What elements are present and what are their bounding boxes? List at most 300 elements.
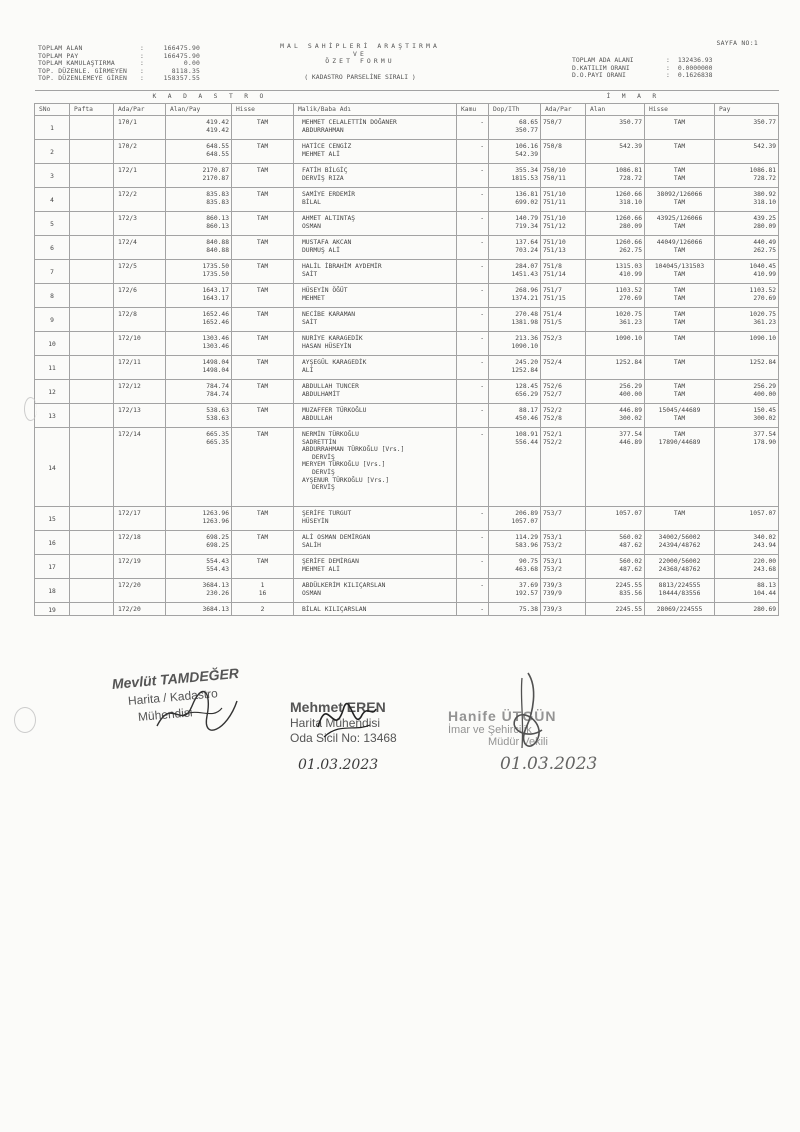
- cell-imar-ada-par-line: 752/2: [543, 407, 562, 414]
- cell-malik: [294, 555, 457, 579]
- cell-imar-alan-line: 318.10: [619, 198, 643, 206]
- cell-imar-ada-par-line: 752/4: [543, 359, 562, 366]
- cell-ada-par: 172/19: [114, 555, 166, 579]
- cell-dop-ith-line: 106.16: [515, 143, 539, 150]
- table-row: [35, 116, 779, 140]
- cell-alan-pay: [166, 284, 232, 308]
- cell-imar-hisse-line: TAM: [673, 167, 686, 174]
- cell-pafta: [70, 260, 114, 284]
- summary-value: 166475.90: [163, 44, 201, 52]
- cell-imar-ada-par-line: 751/10: [543, 239, 566, 246]
- cell-ada-par: 172/10: [114, 332, 166, 356]
- cell-pay: [715, 308, 779, 332]
- punch-hole-mark: [14, 707, 36, 733]
- table-row: [35, 579, 779, 603]
- table-row: [35, 356, 779, 380]
- cell-pafta: [70, 579, 114, 603]
- cell-malik-line: MERYEM TÜRKOĞLU [Vrs.]: [302, 461, 386, 469]
- cell-imar-alan-line: 350.77: [619, 119, 643, 126]
- cell-hisse-line: TAM: [256, 167, 269, 174]
- cell-imar-hisse-line: TAM: [673, 414, 686, 422]
- cell-alan-pay: [166, 555, 232, 579]
- cell-malik-line: ABDURRAHMAN: [302, 126, 344, 134]
- cell-malik: [294, 531, 457, 555]
- cell-malik-line: ABDURRAHMAN TÜRKOĞLU [Vrs.]: [302, 446, 405, 454]
- cell-pay-line: 256.29: [753, 383, 777, 390]
- cell-imar-ada-par-line: 753/2: [543, 565, 562, 573]
- cell-dop-ith: [489, 356, 541, 380]
- cell-malik-line: SADRETTİN: [302, 438, 337, 446]
- cell-alan-pay-line: 860.13: [206, 215, 229, 222]
- cell-sno: 16: [35, 531, 70, 555]
- cell-alan-pay-line: 2170.87: [202, 174, 229, 182]
- cell-dop-ith-line: 1090.10: [511, 342, 539, 350]
- table-row: [35, 284, 779, 308]
- cell-kamu: -: [457, 603, 489, 616]
- cell-imar-hisse-line: TAM: [673, 198, 686, 206]
- cell-imar-alan-line: 728.72: [619, 174, 643, 182]
- cell-pafta: [70, 380, 114, 404]
- cell-sno: 11: [35, 356, 70, 380]
- signer-2-name: Mehmet EREN: [290, 699, 386, 715]
- cell-imar-alan-line: 446.89: [619, 407, 643, 414]
- cell-pafta: [70, 404, 114, 428]
- cell-malik: [294, 603, 457, 616]
- cell-sno: 13: [35, 404, 70, 428]
- cell-pay-line: 1040.45: [749, 263, 777, 270]
- cell-kamu: -: [457, 356, 489, 380]
- cell-imar-ada-par-line: 752/6: [543, 383, 562, 390]
- cell-ada-par: 172/11: [114, 356, 166, 380]
- cell-imar-alan-line: 377.54: [619, 431, 643, 438]
- cell-malik: [294, 284, 457, 308]
- cell-imar-hisse-line: TAM: [673, 174, 686, 182]
- cell-ada-par: 172/8: [114, 308, 166, 332]
- page-number: SAYFA NO:1: [716, 39, 758, 47]
- cell-dop-ith-line: 1815.53: [511, 174, 539, 182]
- form-title: [250, 42, 470, 82]
- section-kadastro: KADASTRO: [35, 91, 294, 104]
- cell-sno: 17: [35, 555, 70, 579]
- cell-kamu: -: [457, 507, 489, 531]
- cell-malik-line: MEHMET: [302, 294, 325, 302]
- cell-pay: [715, 164, 779, 188]
- cell-dop-ith-line: 114.29: [515, 534, 539, 541]
- cell-alan-pay-line: 784.74: [206, 390, 229, 398]
- cell-alan-pay-line: 648.55: [206, 143, 229, 150]
- signer-3-date: 01.03.2023: [500, 754, 598, 774]
- cell-sno: 3: [35, 164, 70, 188]
- cell-imar-ada-par: [541, 308, 586, 332]
- cell-imar-alan: [586, 380, 645, 404]
- cell-malik-line: ŞERİFE DEMİRGAN: [302, 558, 359, 565]
- cell-dop-ith: [489, 308, 541, 332]
- cell-kamu: -: [457, 236, 489, 260]
- cell-imar-alan: [586, 356, 645, 380]
- table-row: [35, 140, 779, 164]
- cell-imar-ada-par-line: 751/4: [543, 311, 562, 318]
- cell-imar-ada-par: [541, 579, 586, 603]
- cell-sno: 18: [35, 579, 70, 603]
- cell-hisse-line: TAM: [256, 558, 269, 565]
- cell-dop-ith: [489, 188, 541, 212]
- summary-separator: :: [666, 71, 670, 80]
- cell-pay: [715, 236, 779, 260]
- cell-hisse: [232, 140, 294, 164]
- cell-malik: [294, 507, 457, 531]
- cell-imar-ada-par-line: 751/12: [543, 222, 566, 230]
- cell-imar-hisse: [645, 356, 715, 380]
- cell-imar-ada-par: [541, 212, 586, 236]
- cell-alan-pay: [166, 164, 232, 188]
- cell-imar-hisse-line: 22000/56002: [658, 558, 701, 565]
- cell-hisse-line: TAM: [256, 263, 269, 270]
- cell-imar-hisse-line: TAM: [673, 383, 686, 390]
- cell-sno: 15: [35, 507, 70, 531]
- cell-pay-line: 1103.52: [749, 287, 777, 294]
- cell-imar-hisse: [645, 428, 715, 507]
- cell-pafta: [70, 308, 114, 332]
- cell-alan-pay-line: 840.88: [206, 239, 229, 246]
- cell-pay-line: 300.02: [753, 414, 777, 422]
- cell-alan-pay-line: 860.13: [206, 222, 229, 230]
- cell-pay-line: 1252.84: [749, 359, 777, 366]
- cell-pay: [715, 260, 779, 284]
- cell-malik-line: DURMUŞ ALİ: [302, 246, 340, 254]
- cell-imar-ada-par-line: 739/3: [543, 582, 562, 589]
- cell-sno: 10: [35, 332, 70, 356]
- cell-imar-hisse: [645, 531, 715, 555]
- cell-dop-ith-line: 136.81: [515, 191, 539, 198]
- cell-hisse-line: TAM: [256, 534, 269, 541]
- cell-kamu: -: [457, 212, 489, 236]
- cell-hisse-line: 1: [260, 582, 265, 589]
- cell-malik-line: AYŞEGÜL KARAGEDİK: [302, 359, 367, 366]
- cell-imar-ada-par: [541, 380, 586, 404]
- cell-pafta: [70, 507, 114, 531]
- cell-malik: [294, 116, 457, 140]
- cell-kamu: -: [457, 188, 489, 212]
- table-row: [35, 164, 779, 188]
- cell-pay-line: 340.02: [753, 534, 777, 541]
- cell-alan-pay: [166, 404, 232, 428]
- summary-separator: :: [140, 51, 145, 60]
- signer-3-name: Hanife ÜTGÜN: [448, 708, 557, 724]
- cell-dop-ith: [489, 507, 541, 531]
- cell-malik-line: HÜSEYİN ÖĞÜT: [302, 287, 348, 294]
- signer-2-date: 01.03.2023: [298, 757, 379, 773]
- summary-label: TOPLAM ALAN: [38, 44, 83, 52]
- cell-pay: [715, 212, 779, 236]
- cell-malik-line: MEHMET CELALETTİN DOĞANER: [302, 119, 397, 126]
- cell-pay: [715, 380, 779, 404]
- cell-dop-ith-line: 37.69: [519, 582, 539, 589]
- cell-imar-alan-line: 1260.66: [615, 191, 643, 198]
- cell-hisse: [232, 555, 294, 579]
- signer-1-title-2: Mühendisi: [137, 705, 194, 724]
- cell-alan-pay-line: 1735.50: [202, 263, 229, 270]
- cell-alan-pay-line: 3684.13: [202, 582, 229, 589]
- cell-malik-line: AYŞENUR TÜRKOĞLU [Vrs.]: [302, 476, 390, 484]
- cell-hisse: [232, 404, 294, 428]
- cell-malik-line: MEHMET ALİ: [302, 565, 340, 573]
- cell-sno: 19: [35, 603, 70, 616]
- cell-hisse-line: TAM: [256, 287, 269, 294]
- cell-pay-line: 361.23: [753, 318, 777, 326]
- cell-imar-ada-par: [541, 116, 586, 140]
- cell-imar-ada-par-line: 751/8: [543, 263, 562, 270]
- cell-pay: [715, 116, 779, 140]
- cell-dop-ith: [489, 428, 541, 507]
- column-header: Ada/Par: [114, 104, 166, 116]
- cell-imar-ada-par: [541, 164, 586, 188]
- cell-sno: 7: [35, 260, 70, 284]
- cell-malik: [294, 308, 457, 332]
- summary-label: TOPLAM ADA ALANI: [572, 55, 634, 64]
- cell-sno: 14: [35, 428, 70, 507]
- cell-imar-hisse-line: 34002/56002: [658, 534, 701, 541]
- cell-pay-line: 542.39: [753, 143, 777, 150]
- cell-sno: 12: [35, 380, 70, 404]
- cell-dop-ith-line: 656.29: [515, 390, 539, 398]
- cell-imar-hisse: [645, 579, 715, 603]
- cell-imar-alan-line: 560.02: [619, 558, 643, 565]
- cell-malik-line: FATİH BİLGİÇ: [302, 167, 348, 174]
- cell-imar-ada-par: [541, 507, 586, 531]
- cell-dop-ith-line: 284.07: [515, 263, 539, 270]
- cell-pay-line: 280.69: [753, 606, 777, 613]
- cell-imar-alan-line: 560.02: [619, 534, 643, 541]
- cell-malik: [294, 260, 457, 284]
- cell-alan-pay: [166, 116, 232, 140]
- cell-malik: [294, 140, 457, 164]
- handwritten-signature-1: [152, 686, 242, 736]
- cell-dop-ith: [489, 332, 541, 356]
- cell-imar-hisse: [645, 260, 715, 284]
- signer-1-name: Mevlüt TAMDEĞER: [111, 664, 240, 692]
- summary-totals-right: [572, 40, 758, 80]
- cell-imar-ada-par-line: 753/1: [543, 534, 562, 541]
- cell-imar-ada-par: [541, 428, 586, 507]
- cell-pay-line: 243.94: [753, 541, 777, 549]
- cell-dop-ith: [489, 140, 541, 164]
- cell-imar-ada-par-line: 751/5: [543, 318, 562, 326]
- column-header: Pay: [715, 104, 779, 116]
- cell-kamu: -: [457, 531, 489, 555]
- cell-imar-hisse-line: 15045/44689: [658, 407, 701, 414]
- cell-alan-pay-line: 554.43: [206, 558, 229, 565]
- cell-ada-par: 170/2: [114, 140, 166, 164]
- cell-hisse: [232, 116, 294, 140]
- summary-separator: :: [140, 59, 145, 68]
- cell-imar-alan-line: 487.62: [619, 565, 643, 573]
- title-line-3: ÖZET FORMU: [325, 56, 395, 65]
- cell-kamu: -: [457, 380, 489, 404]
- cell-ada-par: 172/3: [114, 212, 166, 236]
- cell-imar-alan: [586, 531, 645, 555]
- cell-imar-hisse-line: TAM: [673, 119, 686, 126]
- cell-pay-line: 270.69: [753, 294, 777, 302]
- cell-dop-ith: [489, 260, 541, 284]
- cell-imar-alan-line: 270.69: [619, 294, 643, 302]
- title-line-1: MAL SAHİPLERİ ARAŞTIRMA: [280, 42, 440, 50]
- cell-malik-line: SAMİYE ERDEMİR: [302, 191, 356, 198]
- cell-malik: [294, 356, 457, 380]
- cell-pay-line: 1057.07: [749, 510, 777, 517]
- cell-imar-alan: [586, 140, 645, 164]
- cell-dop-ith: [489, 380, 541, 404]
- cell-dop-ith-line: 192.57: [515, 589, 539, 597]
- cell-alan-pay: [166, 140, 232, 164]
- cell-imar-hisse-line: TAM: [673, 270, 686, 278]
- cell-malik-line: MUZAFFER TÜRKOĞLU: [302, 407, 367, 414]
- cell-ada-par: 172/13: [114, 404, 166, 428]
- cell-pay: [715, 507, 779, 531]
- cell-imar-hisse-line: TAM: [673, 359, 686, 366]
- table-row: [35, 380, 779, 404]
- cell-dop-ith: [489, 236, 541, 260]
- cell-alan-pay-line: 1263.96: [202, 517, 229, 525]
- cell-pay-line: 243.68: [753, 565, 777, 573]
- cell-alan-pay: [166, 531, 232, 555]
- cell-alan-pay-line: 840.88: [206, 246, 229, 254]
- cell-imar-alan: [586, 164, 645, 188]
- cell-pay-line: 262.75: [753, 246, 777, 254]
- cell-dop-ith-line: 1381.98: [511, 318, 539, 326]
- cell-dop-ith-line: 213.36: [515, 335, 539, 342]
- cell-kamu: -: [457, 260, 489, 284]
- cell-malik-line: ŞERİFE TURGUT: [302, 510, 352, 517]
- column-header: Alan/Pay: [166, 104, 232, 116]
- cell-malik-line: ABDÜLKERİM KILIÇARSLAN: [302, 582, 386, 589]
- cell-kamu: -: [457, 164, 489, 188]
- column-header: Alan: [586, 104, 645, 116]
- cell-imar-alan-line: 1020.75: [615, 311, 643, 318]
- cell-pay-line: 220.00: [753, 558, 777, 565]
- cell-imar-hisse: [645, 212, 715, 236]
- cell-dop-ith-line: 108.91: [515, 431, 539, 438]
- cell-dop-ith-line: 1451.43: [511, 270, 539, 278]
- cell-malik-line: BİLAL: [302, 198, 321, 206]
- cell-ada-par: 172/17: [114, 507, 166, 531]
- signer-2-title: Harita Mühendisi: [290, 716, 381, 730]
- cell-pay-line: 150.45: [753, 407, 777, 414]
- cell-imar-alan-line: 361.23: [619, 318, 643, 326]
- cell-sno: 6: [35, 236, 70, 260]
- cell-alan-pay: [166, 188, 232, 212]
- cell-pafta: [70, 603, 114, 616]
- table-row: [35, 236, 779, 260]
- cell-imar-alan: [586, 555, 645, 579]
- cell-kamu: -: [457, 116, 489, 140]
- cell-alan-pay-line: 835.83: [206, 198, 229, 206]
- signer-1-title: Harita / Kadastro: [127, 686, 219, 708]
- owners-table: [34, 90, 779, 616]
- cell-malik: [294, 164, 457, 188]
- cell-alan-pay-line: 835.83: [206, 191, 229, 198]
- cell-dop-ith: [489, 531, 541, 555]
- cell-dop-ith-line: 1374.21: [511, 294, 539, 302]
- cell-imar-hisse-line: TAM: [673, 431, 686, 438]
- column-header: Hisse: [232, 104, 294, 116]
- cell-malik: [294, 428, 457, 507]
- cell-dop-ith-line: 1057.07: [511, 517, 539, 525]
- cell-dop-ith-line: 699.02: [515, 198, 539, 206]
- cell-pay: [715, 140, 779, 164]
- signer-3-title-2: Müdür Vekili: [488, 736, 548, 748]
- cell-malik-line: MUSTAFA AKCAN: [302, 239, 352, 246]
- title-line-4: ( KADASTRO PARSELİNE SIRALI ): [304, 72, 416, 81]
- cell-imar-ada-par: [541, 284, 586, 308]
- summary-totals-left: [38, 45, 200, 83]
- cell-pay-line: 400.00: [753, 390, 777, 398]
- cell-alan-pay: [166, 308, 232, 332]
- cell-hisse-line: TAM: [256, 143, 269, 150]
- cell-imar-ada-par: [541, 236, 586, 260]
- cell-hisse-line: 16: [258, 589, 267, 597]
- cell-alan-pay-line: 1303.46: [202, 335, 229, 342]
- cell-hisse-line: TAM: [256, 407, 269, 414]
- cell-ada-par: 170/1: [114, 116, 166, 140]
- cell-kamu: -: [457, 579, 489, 603]
- cell-imar-hisse: [645, 308, 715, 332]
- cell-pay-line: 104.44: [753, 589, 777, 597]
- cell-hisse-line: TAM: [256, 311, 269, 318]
- cell-pay: [715, 531, 779, 555]
- summary-label: D.KATILIM ORANI: [572, 63, 630, 72]
- table-row: [35, 531, 779, 555]
- cell-imar-alan-line: 1103.52: [615, 287, 643, 294]
- cell-pay: [715, 356, 779, 380]
- cell-malik-line: DERVİŞ: [312, 453, 335, 461]
- summary-separator: :: [140, 44, 145, 52]
- cell-malik-line: HATİCE CENGİZ: [302, 143, 352, 150]
- summary-value: 0.1626838: [677, 71, 713, 80]
- cell-alan-pay-line: 1303.46: [202, 342, 229, 350]
- cell-imar-ada-par-line: 751/10: [543, 215, 566, 222]
- cell-imar-alan-line: 1086.81: [615, 167, 643, 174]
- cell-imar-ada-par-line: 753/1: [543, 558, 562, 565]
- cell-alan-pay-line: 2170.87: [202, 167, 229, 174]
- cell-imar-alan: [586, 428, 645, 507]
- cell-pay-line: 88.13: [757, 582, 777, 589]
- cell-dop-ith-line: 355.34: [515, 167, 539, 174]
- cell-imar-hisse: [645, 140, 715, 164]
- cell-imar-alan-line: 487.62: [619, 541, 643, 549]
- cell-malik: [294, 236, 457, 260]
- summary-label: TOP. DÜZENLE. GİRMEYEN: [38, 66, 128, 75]
- cell-imar-hisse: [645, 332, 715, 356]
- cell-alan-pay: [166, 603, 232, 616]
- cell-imar-alan: [586, 188, 645, 212]
- cell-imar-hisse-line: TAM: [673, 335, 686, 342]
- cell-pay: [715, 188, 779, 212]
- cell-hisse: [232, 507, 294, 531]
- cell-dop-ith: [489, 404, 541, 428]
- cell-pay-line: 410.99: [753, 270, 777, 278]
- summary-separator: :: [140, 74, 145, 83]
- cell-imar-alan-line: 2245.55: [615, 606, 643, 613]
- signer-2-registry: Oda Sicil No: 13468: [290, 731, 397, 745]
- cell-imar-hisse: [645, 603, 715, 616]
- signature-block-3: [448, 708, 618, 774]
- table-row: [35, 308, 779, 332]
- cell-ada-par: 172/18: [114, 531, 166, 555]
- cell-alan-pay-line: 665.35: [206, 438, 229, 446]
- cell-imar-ada-par: [541, 531, 586, 555]
- cell-dop-ith: [489, 164, 541, 188]
- cell-dop-ith-line: 140.79: [515, 215, 539, 222]
